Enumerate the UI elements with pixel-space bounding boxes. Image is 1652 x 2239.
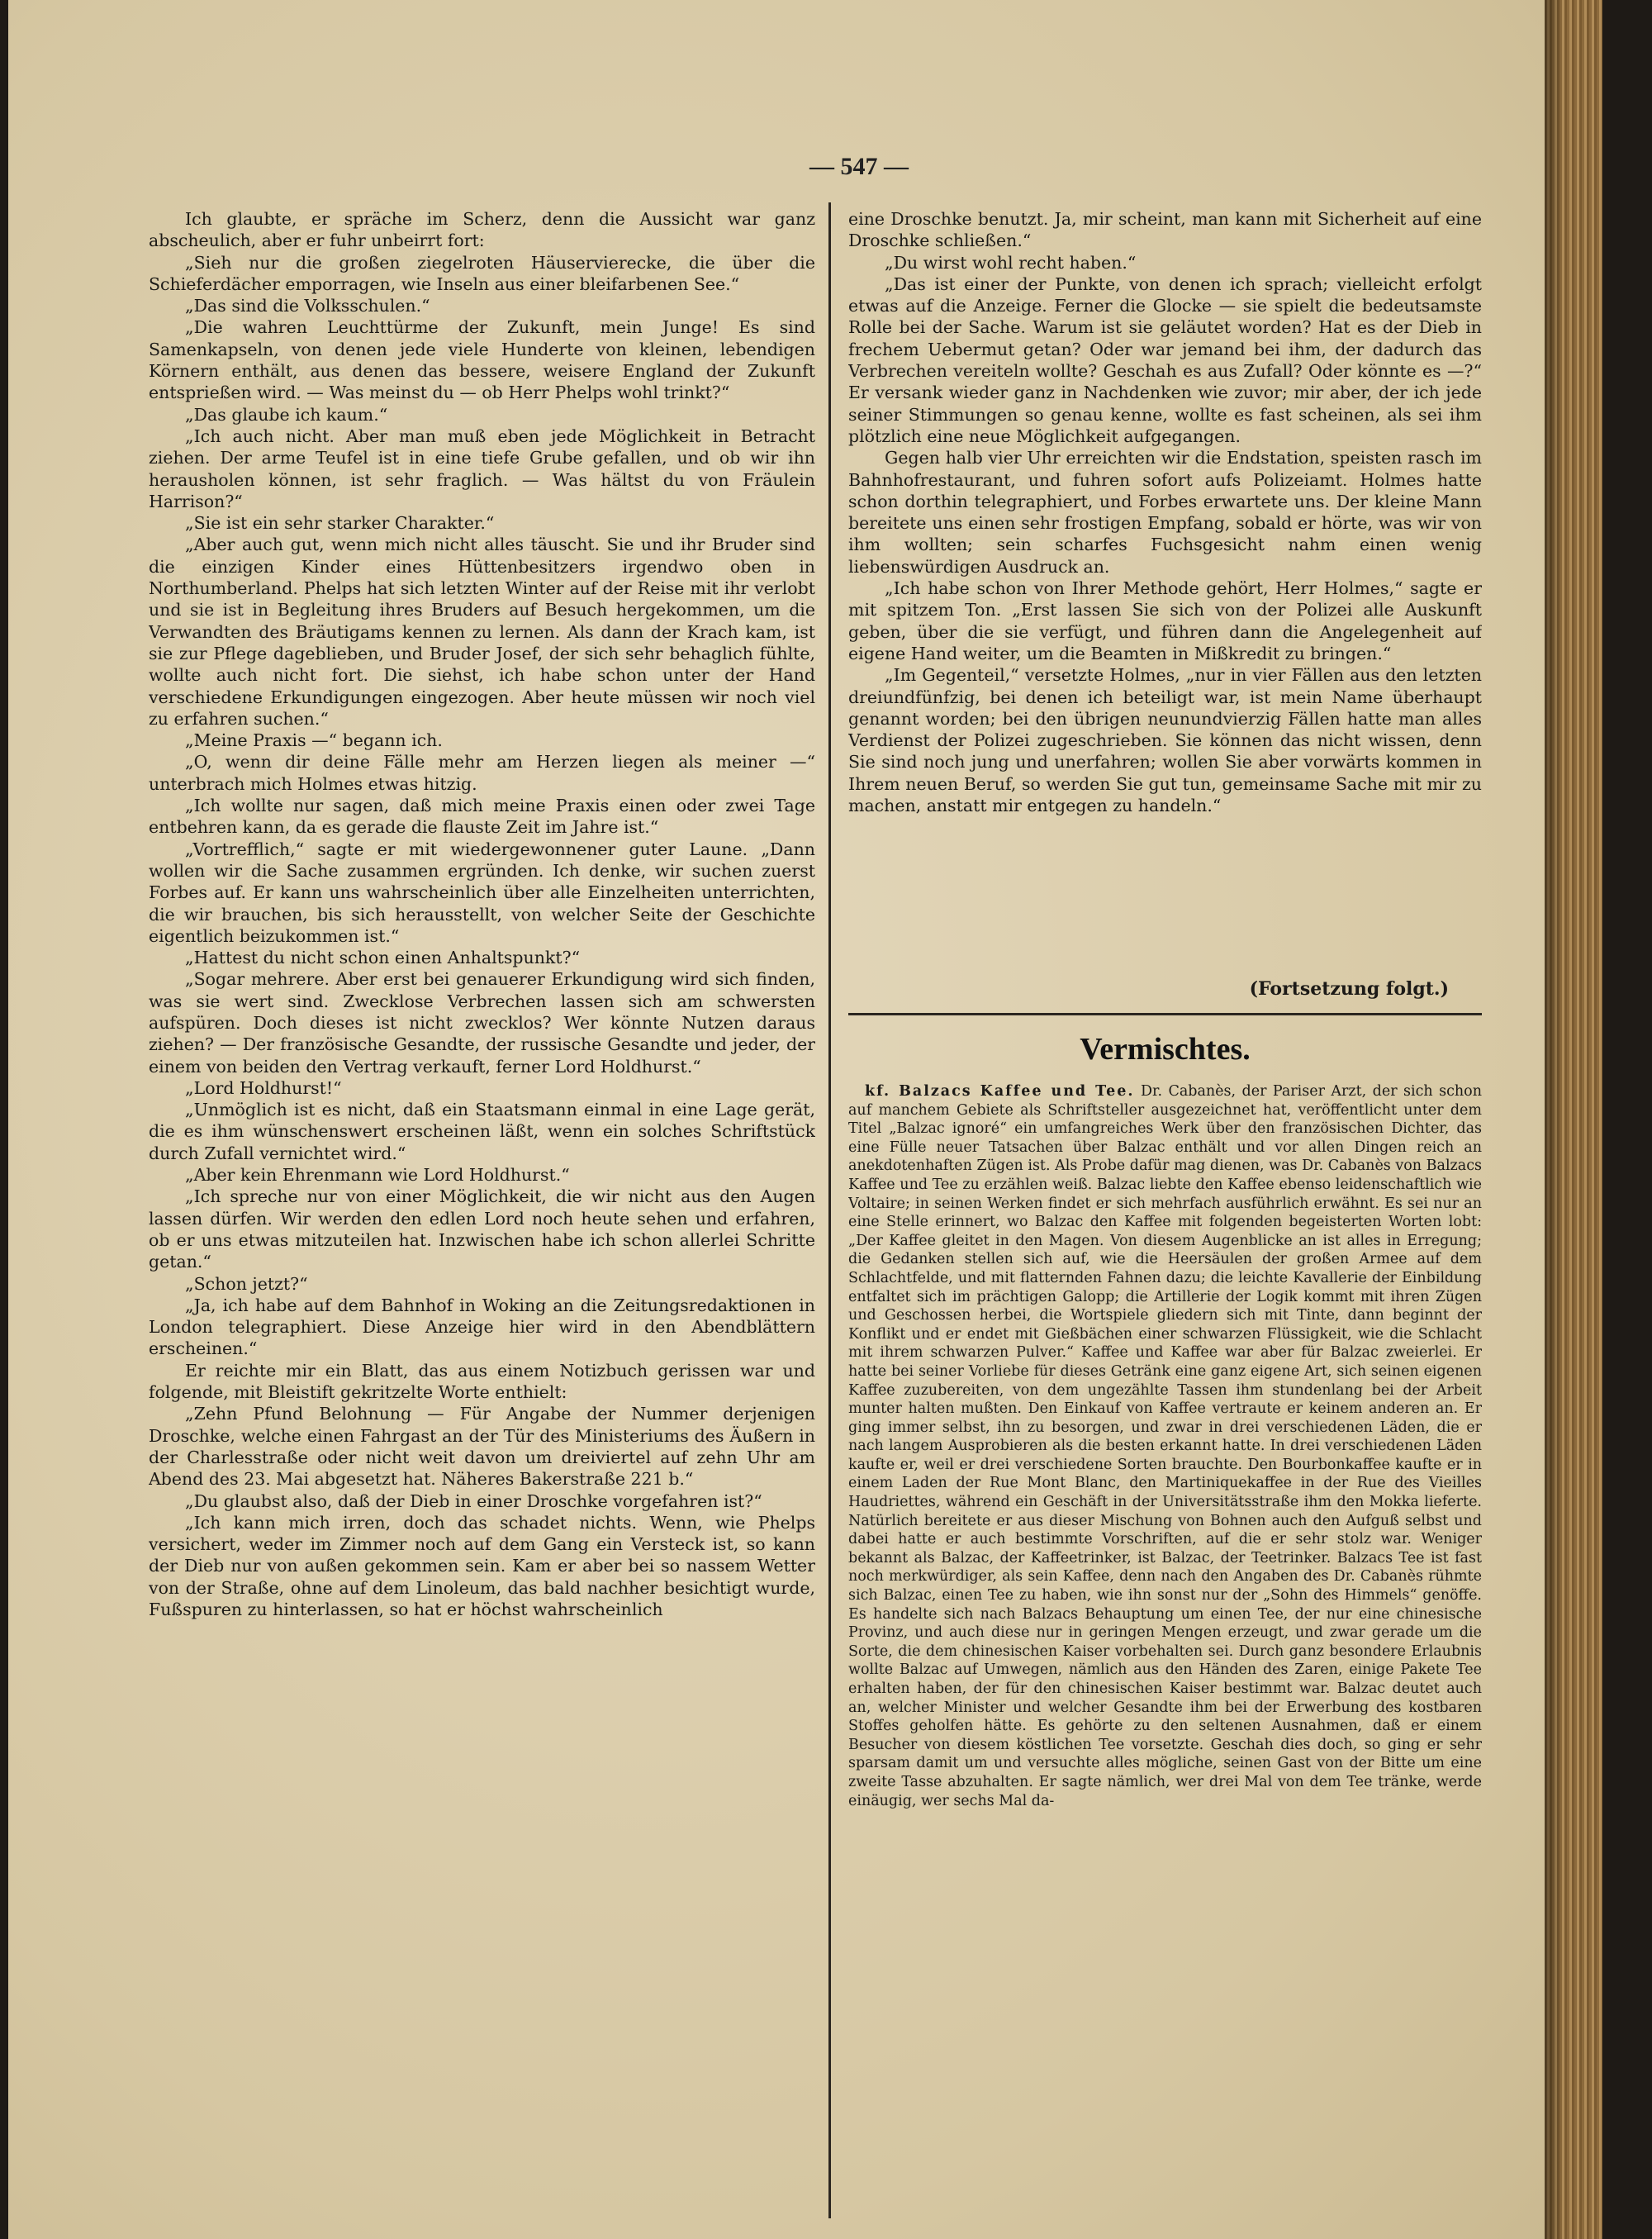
page-number: — 547 — [809, 153, 909, 180]
text-paragraph: „Sieh nur die großen ziegelroten Häuservierecke, die über die Schieferdächer emporragen, wie Inseln aus einer bleifarbenen See.“ [149, 252, 815, 294]
text-paragraph: „Im Gegenteil,“ versetzte Holmes, „nur in vier Fällen aus den letzten dreiundfünfzig, bei denen ich beteiligt war, ist mein Name überhaupt genannt worden; bei den übrigen neunundvierzig Fällen hatte man alles Verdienst der Polizei zugeschrieben. Sie können das nicht wissen, denn Sie sind noch jung und unerfahren; wollen Sie aber vorwärts kommen in Ihrem neuen Beruf, so werden Sie gut tun, gemeinsame Sache mit mir zu machen, anstatt mir entgegen zu handeln.“ [848, 665, 1482, 816]
text-paragraph: „Lord Holdhurst!“ [185, 1077, 342, 1098]
text-paragraph: „Unmöglich ist es nicht, daß ein Staatsmann einmal in eine Lage gerät, die es ihm wünschenswert erscheinen läßt, wenn ein solches Schriftstück durch Zufall vernichtet wird.“ [149, 1100, 815, 1163]
text-paragraph: „Vortrefflich,“ sagte er mit wiedergewonnener guter Laune. „Dann wollen wir die Sache zusammen ergründen. Ich denke, wir suchen zuerst Forbes auf. Er kann uns wahrscheinlich über alle Einzelheiten unterrichten, die wir brauchen, bis sich herausstellt, von welcher Seite der Geschichte eigentlich beizukommen ist.“ [149, 839, 815, 946]
article-body: Dr. Cabanès, der Pariser Arzt, der sich schon auf manchem Gebiete als Schriftsteller ausgezeichnet hat, veröffentlicht unter dem Titel „Balzac ignoré“ ein umfangreiches Werk über den französischen Dichter, das eine Fülle neuer Tatsachen über Balzac enthält und vor allen Dingen reich an anekdotenhaften Zügen ist. Als Probe dafür mag dienen, was Dr. Cabanès von Balzacs Kaffee und Tee zu erzählen weiß. Balzac liebte den Kaffee ebenso leidenschaftlich wie Voltaire; in seinen Werken findet er sich mehrfach ausführlich erwähnt. Es sei nur an eine Stelle erinnert, wo Balzac den Kaffee mit folgenden begeisterten Worten lobt: „Der Kaffee gleitet in den Magen. Von diesem Augenblicke an ist alles in Erregung; die Gedanken stellen sich auf, wie die Heersäulen der großen Armee auf dem Schlachtfelde, und mit flatternden Fahnen dazu; die leichte Kavallerie der Einbildung entfaltet sich im prächtigen Galopp; die Artillerie der Logik kommt mit ihren Zügen und Geschossen herbei, die Wortspiele gliedern sich mit Tinte, dann beginnt der Konflikt und er endet mit Gießbächen einer schwarzen Flüssigkeit, wie die Schlacht mit ihrem schwarzen Pulver.“ Kaffee und Kaffee war aber für Balzac zweierlei. Er hatte bei seiner Vorliebe für dieses Getränk eine ganz eigene Art, sich seinen eigenen Kaffee zuzubereiten, von dem ungezählte Tassen ihm stundenlang bei der Arbeit munter halten mußten. Den Einkauf von Kaffee vertraute er keinem anderen an. Er ging immer selbst, ihn zu besorgen, und zwar in drei verschiedenen Läden, die er nach langem Ausprobieren als die besten erkannt hatte. In drei verschiedenen Läden kaufte er, weil er drei verschiedene Sorten brauchte. Den Bourbonkaffee kaufte er in einem Laden der Rue Mont Blanc, den Martiniquekaffee in der Rue des Vieilles Haudriettes, während ein Geschäft in der Universitätsstraße ihm den Mokka lieferte. Natürlich bereitete er aus dieser Mischung von Bohnen auch den Aufguß selbst und dabei hatte er auch bestimmte Vorschriften, auf die er sehr stolz war. Weniger bekannt als Balzac, der Kaffeetrinker, ist Balzac, der Teetrinker. Balzacs Tee ist fast noch merkwürdiger, als sein Kaffee, denn nach den Angaben des Dr. Cabanès rühmte sich Balzac, einen Tee zu haben, wie ihn sonst nur der „Sohn des Himmels“ genöffe. Es handelte sich nach Balzacs Behauptung um einen Tee, der nur eine chinesische Provinz, und auch diese nur in geringen Mengen erzeugt, und zwar gerade um die Sorte, die dem chinesischen Kaiser vorbehalten sei. Durch ganz besondere Erlaubnis wollte Balzac auf Umwegen, nämlich aus den Händen des Zaren, einige Pakete Tee erhalten haben, der für den chinesischen Kaiser bestimmt war. Balzac deutet auch an, welcher Minister und welcher Gesandte ihm bei der Erwerbung des kostbaren Stoffes geholfen hätte. Es gehörte zu den seltenen Ausnahmen, daß er einem Besucher von diesem köstlichen Tee vorsetzte. Geschah dies doch, so ging er sehr sparsam damit um und versuchte alles mögliche, seinen Gast von der Bitte um eine zweite Tasse abzuhalten. Er sagte nämlich, wer drei Mal von dem Tee tränke, werde einäugig, wer sechs Mal da- [848, 1083, 1482, 1809]
text-paragraph: „Hattest du nicht schon einen Anhaltspunkt?“ [185, 948, 581, 968]
text-paragraph: „Meine Praxis —“ begann ich. [185, 730, 443, 751]
text-paragraph: „Das glaube ich kaum.“ [185, 404, 388, 425]
section-divider [848, 1013, 1482, 1015]
text-paragraph: Er reichte mir ein Blatt, das aus einem Notizbuch gerissen war und folgende, mit Bleistift gekritzelte Worte enthielt: [149, 1360, 815, 1403]
text-paragraph: „Sie ist ein sehr starker Charakter.“ [185, 513, 495, 534]
text-paragraph: Gegen halb vier Uhr erreichten wir die Endstation, speisten rasch im Bahnhofrestaurant, und fuhren sofort aufs Polizeiamt. Holmes hatte schon dorthin telegraphiert, und Forbes erwartete uns. Der kleine Mann bereitete uns einen sehr frostigen Empfang, sobald er hörte, was wir von ihm wollten; sein scharfes Fuchsgesicht nahm einen wenig liebenswürdigen Ausdruck an. [848, 448, 1482, 577]
text-paragraph: „Sogar mehrere. Aber erst bei genauerer Erkundigung wird sich finden, was sie wert sind. Zwecklose Verbrechen lassen sich am schwersten aufspüren. Doch dieses ist nicht zwecklos? Wer könnte Nutzen daraus ziehen? — Der französische Gesandte, der russische Gesandte und jeder, der einem von beiden den Vertrag verkauft, ferner Lord Holdhurst.“ [149, 969, 815, 1077]
text-paragraph: „Ja, ich habe auf dem Bahnhof in Woking an die Zeitungsredaktionen in London telegraphiert. Diese Anzeige hier wird in den Abendblättern erscheinen.“ [149, 1295, 815, 1359]
text-paragraph: „Ich spreche nur von einer Möglichkeit, die wir nicht aus den Augen lassen dürfen. Wir werden den edlen Lord noch heute sehen und erfahren, ob er uns etwas mitzuteilen hat. Inzwischen habe ich schon allerlei Schritte getan.“ [149, 1186, 815, 1272]
continuation-note: (Fortsetzung folgt.) [1249, 978, 1449, 1000]
text-paragraph: „Schon jetzt?“ [185, 1273, 308, 1294]
text-paragraph: „Aber kein Ehrenmann wie Lord Holdhurst.“ [185, 1165, 570, 1186]
vermischtes-paragraph [848, 1082, 1482, 1810]
text-paragraph: „O, wenn dir deine Fälle mehr am Herzen liegen als meiner —“ unterbrach mich Holmes etwas hitzig. [149, 752, 815, 794]
text-paragraph: „Ich habe schon von Ihrer Methode gehört, Herr Holmes,“ sagte er mit spitzem Ton. „Erst lassen Sie sich von der Polizei alle Auskunft geben, über die sie verfügt, und führen dann die Angelegenheit auf eigene Hand weiter, um die Beamten in Mißkredit zu bringen.“ [848, 578, 1482, 663]
text-paragraph: „Du glaubst also, daß der Dieb in einer Droschke vorgefahren ist?“ [185, 1490, 762, 1511]
text-paragraph: Ich glaubte, er spräche im Scherz, denn die Aussicht war ganz abscheulich, aber er fuhr unbeirrt fort: [149, 209, 815, 251]
text-paragraph: eine Droschke benutzt. Ja, mir scheint, man kann mit Sicherheit auf eine Droschke schließen.“ [848, 209, 1482, 251]
text-paragraph: „Du wirst wohl recht haben.“ [885, 252, 1137, 273]
column-divider [828, 202, 831, 2218]
book-binding-edge [1545, 0, 1602, 2239]
section-title-vermischtes: Vermischtes. [1080, 1032, 1251, 1067]
left-column [149, 208, 815, 2216]
text-paragraph: „Das ist einer der Punkte, von denen ich sprach; vielleicht erfolgt etwas auf die Anzeige. Ferner die Glocke — sie spielt die bedeutsamste Rolle bei der Sache. Warum ist sie geläutet worden? Hat es der Dieb in frechem Uebermut getan? Oder war jemand bei ihm, der dadurch das Verbrechen vereiteln wollte? Geschah es aus Zufall? Oder könnte es —?“ Er versank wieder ganz in Nachdenken wie zuvor; mir aber, der ich jede seiner Stimmungen so genau kenne, wollte es fast scheinen, als sei ihm plötzlich eine neue Möglichkeit aufgegangen. [848, 273, 1482, 446]
text-paragraph: „Ich auch nicht. Aber man muß eben jede Möglichkeit in Betracht ziehen. Der arme Teufel ist in eine tiefe Grube gefallen, und ob wir ihn herausholen können, ist sehr fraglich. — Was hältst du von Fräulein Harrison?“ [149, 425, 815, 511]
text-paragraph: „Das sind die Volksschulen.“ [185, 296, 430, 316]
article-heading: kf. Balzacs Kaffee und Tee. [865, 1083, 1135, 1100]
text-paragraph: „Ich wollte nur sagen, daß mich meine Praxis einen oder zwei Tage entbehren kann, da es gerade die flauste Zeit im Jahre ist.“ [149, 796, 815, 838]
text-paragraph: „Die wahren Leuchttürme der Zukunft, mein Junge! Es sind Samenkapseln, von denen jede viele Hunderte von kleinen, lebendigen Körnern enthält, aus denen das bessere, weisere England der Zukunft entsprießen wird. — Was meinst du — ob Herr Phelps wohl trinkt?“ [149, 317, 815, 403]
text-paragraph: „Aber auch gut, wenn mich nicht alles täuscht. Sie und ihr Bruder sind die einzigen Kinder eines Hüttenbesitzers irgendwo oben in Northumberland. Phelps hat sich letzten Winter auf der Reise mit ihr verlobt und sie ist in Begleitung ihres Bruders auf Besuch hergekommen, um die Verwandten des Bräutigams kennen zu lernen. Als dann der Krach kam, ist sie zur Pflege dageblieben, und Bruder Josef, der sich sehr behaglich fühlte, wollte auch nicht fort. Die siehst, ich habe schon unter der Hand verschiedene Erkundigungen eingezogen. Aber heute müssen wir noch viel zu erfahren suchen.“ [149, 535, 815, 729]
text-paragraph: „Ich kann mich irren, doch das schadet nichts. Wenn, wie Phelps versichert, weder im Zimmer noch auf dem Gang ein Versteck ist, so kann der Dieb nur von außen gekommen sein. Kam er aber bei so nassem Wetter von der Straße, ohne auf dem Linoleum, das bald nachher besichtigt wurde, Fußspuren zu hinterlassen, so hat er höchst wahrscheinlich [149, 1512, 815, 1619]
vermischtes-column [848, 1082, 1482, 2222]
text-paragraph: „Zehn Pfund Belohnung — Für Angabe der Nummer derjenigen Droschke, welche einen Fahrgast an der Tür des Ministeriums des Äußern in der Charlesstraße oder nicht weit davon um dreiviertel auf zehn Uhr am Abend des 23. Mai abgesetzt hat. Näheres Bakerstraße 221 b.“ [149, 1404, 815, 1490]
